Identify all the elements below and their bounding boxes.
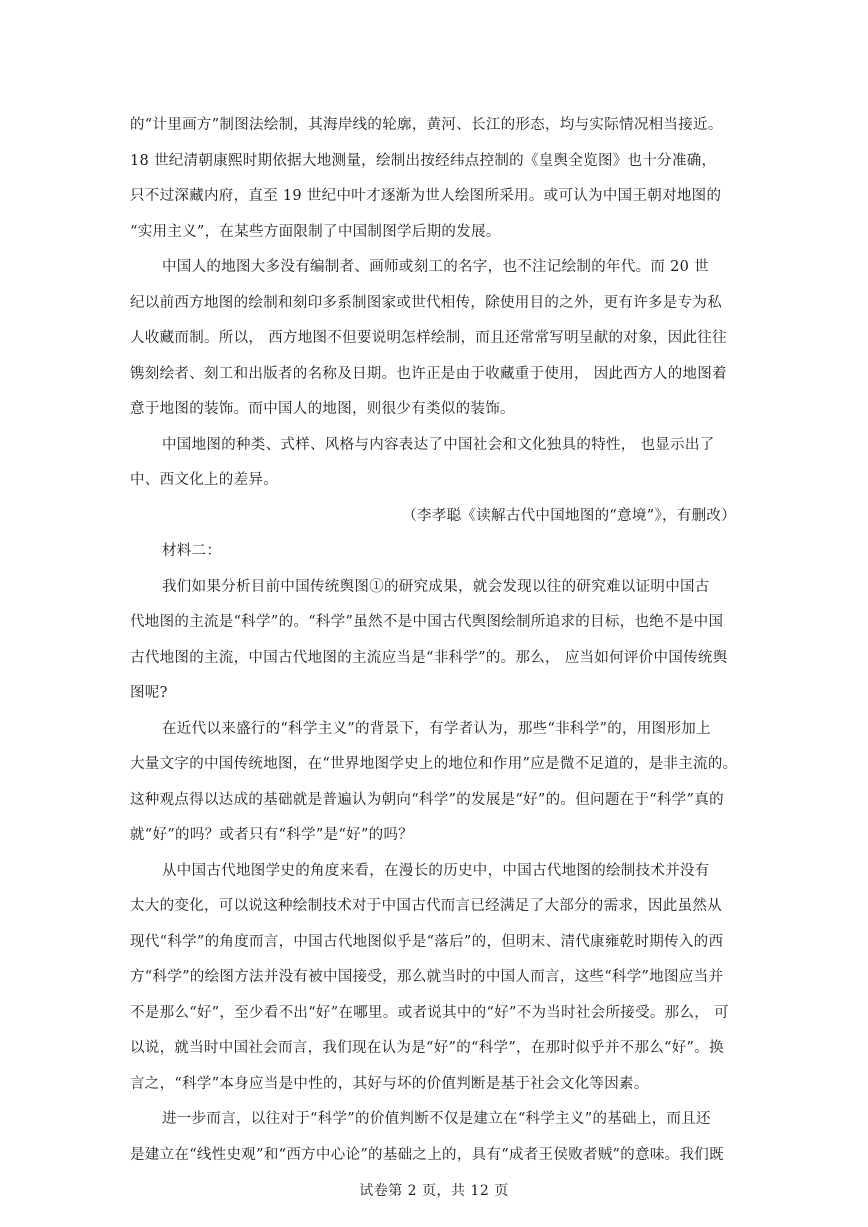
material-heading: 材料二： xyxy=(162,543,222,559)
text-line: 这种观点得以达成的基础就是普遍认为朝向“科学”的发展是“好”的。但问题在于“科学”真的 xyxy=(130,791,724,808)
text-line: 是建立在“线性史观”和“西方中心论”的基础之上的，具有“成者王侯败者贼”的意味。我们既 xyxy=(130,1146,724,1163)
text-line: 代地图的主流是“科学”的。“科学”虽然不是中国古代舆图绘制所追求的目标，也绝不是中国 xyxy=(130,614,724,630)
text-line: 我们如果分析目前中国传统舆图①的研究成果，就会发现以往的研究难以证明中国古 xyxy=(162,578,710,595)
text-line: 现代“科学”的角度而言，中国古代地图似乎是“落后”的，但明末、清代康雍乾时期传入的西 xyxy=(130,933,724,950)
paragraph xyxy=(130,108,750,250)
text-line: 图呢? xyxy=(130,685,168,701)
paragraph xyxy=(130,854,750,1103)
text-line: 镌刻绘者、刻工和出版者的名称及日期。也许正是由于收藏重于使用， 因此西方人的地图着 xyxy=(130,365,727,382)
source-attribution: （李孝聪《读解古代中国地图的“意境”》，有删改） xyxy=(402,507,736,524)
text-line: 大量文字的中国传统地图，在“世界地图学史上的地位和作用”应是微不足道的，是非主流的。 xyxy=(130,756,738,772)
text-line: 不是那么“好”，至少看不出“好”在哪里。或者说其中的“好”不为当时社会所接受。那么， 可 xyxy=(130,1004,729,1021)
text-line: 以说，就当时中国社会而言，我们现在认为是“好”的“科学”，在那时似乎并不那么“好”。换 xyxy=(130,1040,724,1056)
paragraph xyxy=(130,1102,750,1173)
text-line: 18 世纪清朝康熙时期依据大地测量，绘制出按经纬点控制的《皇舆全览图》也十分准确， xyxy=(130,152,717,169)
text-line: 中、西文化上的差异。 xyxy=(130,472,278,488)
text-line: 人收藏而制。所以， 西方地图不但要说明怎样绘制，而且还常常写明呈献的对象，因此往往 xyxy=(130,330,727,346)
text-line: 在近代以来盛行的“科学主义”的背景下，有学者认为，那些“非科学”的，用图形加上 xyxy=(162,720,711,737)
text-line: 意于地图的装饰。而中国人的地图，则很少有类似的装饰。 xyxy=(130,401,515,417)
text-line: 方“科学”的绘图方法并没有被中国接受，那么就当时的中国人而言，这些“科学”地图应当并 xyxy=(130,969,724,985)
text-line: 中国地图的种类、式样、风格与内容表达了中国社会和文化独具的特性， 也显示出了 xyxy=(162,436,715,453)
text-line: 只不过深藏内府，直至 19 世纪中叶才逐渐为世人绘图所采用。或可认为中国王朝对地图的 xyxy=(130,188,722,204)
text-line: 的“计里画方”制图法绘制，其海岸线的轮廓，黄河、长江的形态，均与实际情况相当接近。 xyxy=(130,117,723,133)
paragraph xyxy=(130,250,750,428)
page-content xyxy=(130,108,750,1173)
text-line: 纪以前西方地图的绘制和刻印多系制图家或世代相传，除使用目的之外，更有许多是专为私 xyxy=(130,294,722,311)
text-line: 从中国古代地图学史的角度来看，在漫长的历史中，中国古代地图的绘制技术并没有 xyxy=(162,862,710,879)
text-line: 进一步而言，以往对于“科学”的价值判断不仅是建立在“科学主义”的基础上，而且还 xyxy=(162,1111,711,1127)
text-line: 古代地图的主流，中国古代地图的主流应当是“非科学”的。那么， 应当如何评价中国传统舆 xyxy=(130,649,728,666)
page-footer: 试卷第 2 页，共 12 页 xyxy=(359,1183,509,1199)
text-line: 就“好”的吗？或者只有“科学”是“好”的吗？ xyxy=(130,827,414,843)
text-line: “实用主义”，在某些方面限制了中国制图学后期的发展。 xyxy=(130,223,501,240)
text-line: 太大的变化，可以说这种绘制技术对于中国古代而言已经满足了大部分的需求，因此虽然从 xyxy=(130,898,722,914)
paragraph xyxy=(130,570,750,712)
text-line: 中国人的地图大多没有编制者、画师或刻工的名字，也不注记绘制的年代。而 20 世 xyxy=(162,259,709,275)
text-line: 言之，“科学”本身应当是中性的，其好与坏的价值判断是基于社会文化等因素。 xyxy=(130,1075,649,1092)
paragraph xyxy=(130,428,750,499)
paragraph xyxy=(130,712,750,854)
